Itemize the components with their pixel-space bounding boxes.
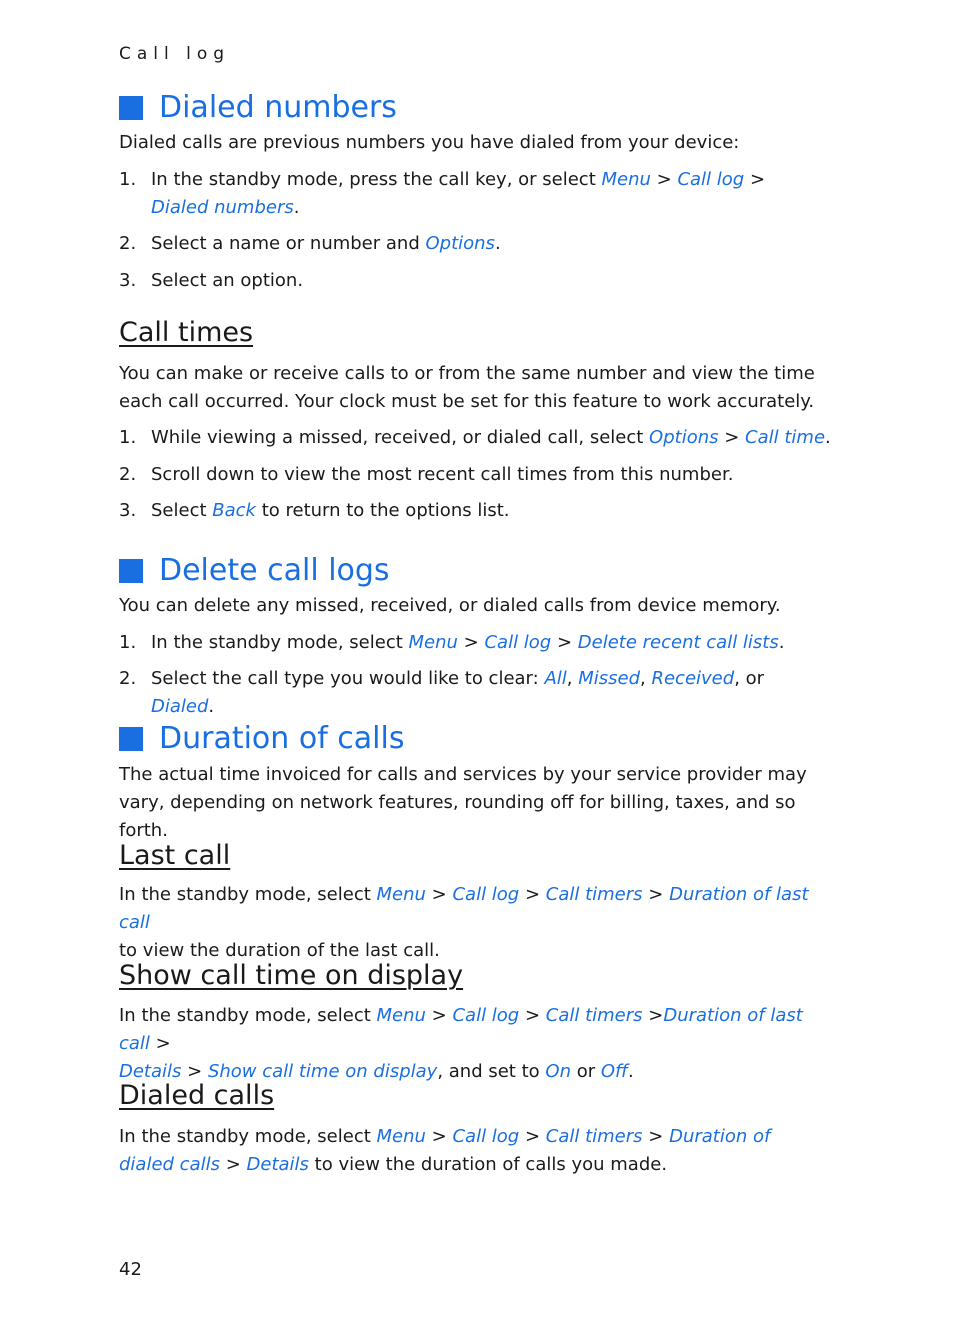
call-log-link[interactable]: Call log [452,1126,520,1147]
details-link[interactable]: Details [119,1061,182,1082]
received-link[interactable]: Received [651,668,735,689]
duration-of-last-call-link[interactable]: Duration of last call [119,1005,803,1054]
section-heading-delete-call-logs [119,554,390,588]
call-time-link[interactable]: Call time [745,427,826,448]
dialed-calls-text: In the standby mode, select Menu > Call log > Call timers > Duration of dialed calls > Details to view the duration of calls you made. [119,1126,771,1175]
all-link[interactable]: All [544,668,567,689]
show-call-time-link[interactable]: Show call time on display [207,1061,438,1082]
menu-link[interactable]: Menu [376,884,426,905]
on-link[interactable]: On [545,1061,571,1082]
details-link[interactable]: Details [246,1154,309,1175]
show-call-time-text: In the standby mode, select Menu > Call log > Call timers >Duration of last call > Details > Show call time on display, and set to On or Off. [119,1005,803,1082]
menu-link[interactable]: Menu [601,169,651,190]
delete-recent-call-lists-link[interactable]: Delete recent call lists [577,632,779,653]
call-log-link[interactable]: Call log [452,884,520,905]
menu-link[interactable]: Menu [408,632,458,653]
page-number: 42 [119,1259,142,1280]
options-link[interactable]: Options [649,427,719,448]
section-heading-duration-of-calls [119,722,404,756]
heading-text: Delete call logs [159,553,390,588]
heading-text: Duration of calls [159,721,405,756]
call-times-intro: You can make or receive calls to or from the same number and view the time each call occurred. Your clock must be set for this feature to work accurately. [119,363,815,412]
heading-square-icon [119,559,143,583]
delete-call-logs-intro: You can delete any missed, received, or dialed calls from device memory. [119,595,781,616]
heading-text: Dialed numbers [159,90,397,125]
duration-of-calls-intro: The actual time invoiced for calls and services by your service provider may vary, depending on network features, rounding off for billing, taxes, and so forth. [119,764,807,841]
dialed-numbers-link[interactable]: Dialed numbers [151,197,294,218]
missed-link[interactable]: Missed [578,668,641,689]
duration-of-dialed-calls-link[interactable]: Duration of dialed calls [119,1126,771,1175]
options-link[interactable]: Options [425,233,495,254]
subheading-dialed-calls: Dialed calls [119,1080,275,1111]
section-heading-dialed-numbers [119,91,397,125]
dialed-numbers-intro: Dialed calls are previous numbers you have dialed from your device: [119,132,740,153]
menu-link[interactable]: Menu [376,1005,426,1026]
menu-link[interactable]: Menu [376,1126,426,1147]
dialed-link[interactable]: Dialed [151,696,209,717]
call-log-link[interactable]: Call log [484,632,552,653]
call-log-link[interactable]: Call log [677,169,745,190]
call-timers-link[interactable]: Call timers [545,1126,643,1147]
heading-square-icon [119,727,143,751]
back-link[interactable]: Back [212,500,256,521]
heading-square-icon [119,96,143,120]
subheading-call-times: Call times [119,317,254,348]
subheading-last-call: Last call [119,840,231,871]
subheading-show-call-time: Show call time on display [119,960,464,991]
last-call-text: In the standby mode, select Menu > Call log > Call timers > Duration of last call to view the duration of the last call. [119,884,809,961]
off-link[interactable]: Off [600,1061,629,1082]
call-timers-link[interactable]: Call timers [545,1005,643,1026]
duration-of-last-call-link[interactable]: Duration of last call [119,884,809,933]
running-head: Call log [119,44,231,64]
call-log-link[interactable]: Call log [452,1005,520,1026]
call-timers-link[interactable]: Call timers [545,884,643,905]
